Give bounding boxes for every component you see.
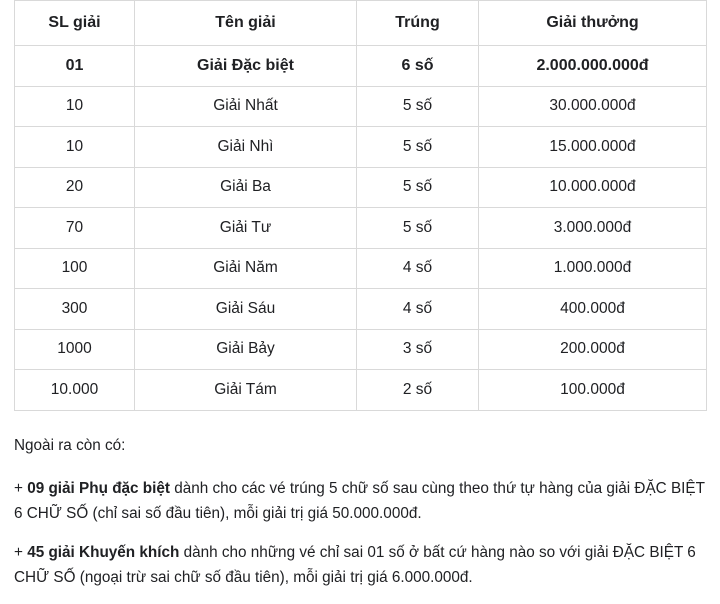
cell-prize-value: 15.000.000đ: [479, 127, 707, 168]
table-header: [15, 1, 707, 46]
cell-count: 70: [15, 208, 135, 249]
table-header-row: [15, 1, 707, 46]
table-row: [15, 289, 707, 330]
cell-match: 2 số: [357, 370, 479, 411]
cell-count: 10: [15, 86, 135, 127]
table-row: [15, 86, 707, 127]
cell-match: 5 số: [357, 86, 479, 127]
cell-match: 4 số: [357, 289, 479, 330]
note1-bold: 09 giải Phụ đặc biệt: [27, 479, 170, 497]
table-body: [15, 46, 707, 411]
cell-match: 5 số: [357, 208, 479, 249]
column-header-prize-name: Tên giải: [135, 1, 357, 46]
cell-prize-name: Giải Bảy: [135, 329, 357, 370]
prize-structure-table: [14, 0, 707, 411]
cell-count: 10: [15, 127, 135, 168]
table-row: [15, 248, 707, 289]
cell-match: 6 số: [357, 46, 479, 87]
note-special-sub-prize: [14, 476, 706, 526]
cell-count: 10.000: [15, 370, 135, 411]
column-header-count: SL giải: [15, 1, 135, 46]
cell-match: 5 số: [357, 167, 479, 208]
table-row: [15, 208, 707, 249]
additional-notes: [14, 433, 706, 590]
cell-prize-value: 100.000đ: [479, 370, 707, 411]
cell-prize-name: Giải Ba: [135, 167, 357, 208]
note2-rest: dành cho những vé chỉ sai 01 số ở bất cứ hàng nào so với giải ĐẶC BIỆT 6 CHỮ SỐ (ngoại trừ sai chữ số đầu tiên), mỗi giải trị giá 6.000.000đ.: [14, 543, 696, 586]
cell-prize-name: Giải Nhất: [135, 86, 357, 127]
cell-prize-value: 1.000.000đ: [479, 248, 707, 289]
cell-prize-value: 400.000đ: [479, 289, 707, 330]
cell-prize-value: 10.000.000đ: [479, 167, 707, 208]
notes-intro: Ngoài ra còn có:: [14, 436, 126, 454]
table-row: [15, 167, 707, 208]
cell-prize-name: Giải Năm: [135, 248, 357, 289]
cell-match: 4 số: [357, 248, 479, 289]
note2-bold: 45 giải Khuyến khích: [27, 543, 180, 561]
cell-count: 100: [15, 248, 135, 289]
note2-prefix: +: [14, 543, 28, 561]
column-header-prize-value: Giải thưởng: [479, 1, 707, 46]
column-header-match: Trúng: [357, 1, 479, 46]
cell-prize-name: Giải Tư: [135, 208, 357, 249]
table-row: [15, 46, 707, 87]
cell-match: 3 số: [357, 329, 479, 370]
note1-prefix: +: [14, 479, 28, 497]
cell-prize-value: 2.000.000.000đ: [479, 46, 707, 87]
cell-count: 01: [15, 46, 135, 87]
cell-prize-value: 3.000.000đ: [479, 208, 707, 249]
cell-count: 1000: [15, 329, 135, 370]
cell-prize-name: Giải Đặc biệt: [135, 46, 357, 87]
table-row: [15, 329, 707, 370]
cell-count: 20: [15, 167, 135, 208]
cell-prize-name: Giải Nhì: [135, 127, 357, 168]
note1-rest: dành cho các vé trúng 5 chữ số sau cùng theo thứ tự hàng của giải ĐẶC BIỆT 6 CHỮ SỐ (chỉ sai số đầu tiên), mỗi giải trị giá 50.000.000đ.: [14, 479, 705, 522]
cell-count: 300: [15, 289, 135, 330]
cell-prize-name: Giải Sáu: [135, 289, 357, 330]
cell-match: 5 số: [357, 127, 479, 168]
note-consolation-prize: [14, 540, 706, 590]
cell-prize-name: Giải Tám: [135, 370, 357, 411]
cell-prize-value: 30.000.000đ: [479, 86, 707, 127]
table-row: [15, 127, 707, 168]
cell-prize-value: 200.000đ: [479, 329, 707, 370]
table-row: [15, 370, 707, 411]
